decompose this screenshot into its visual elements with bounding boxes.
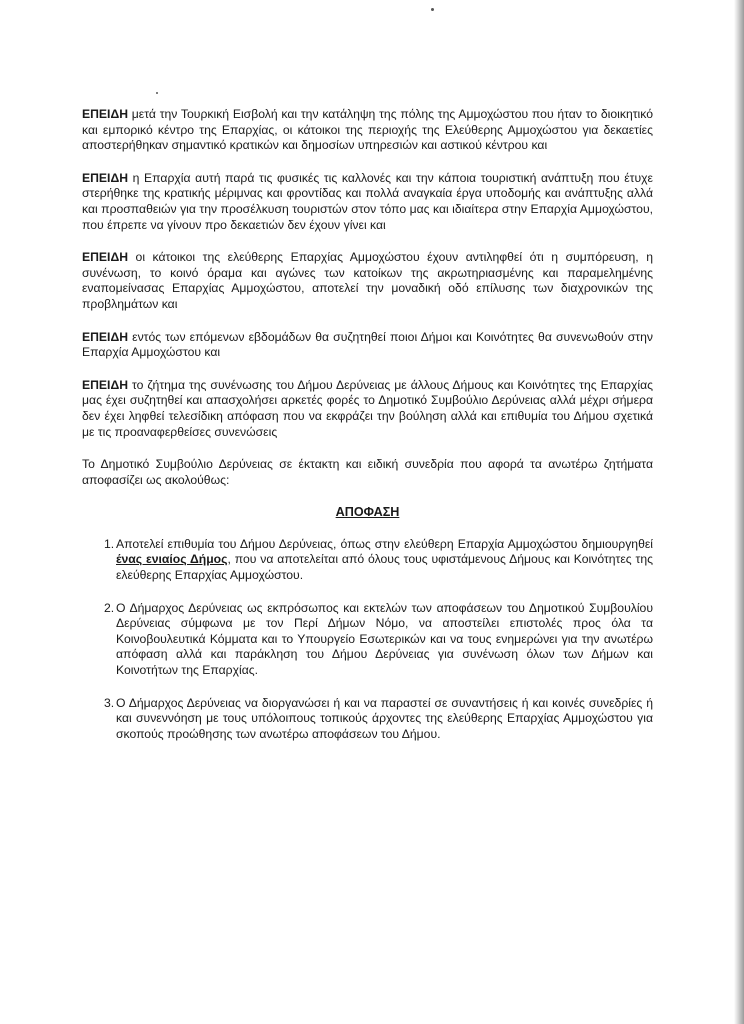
whereas-paragraph bbox=[82, 330, 653, 361]
scan-speck bbox=[156, 92, 158, 94]
decision-number: 2. bbox=[104, 600, 115, 615]
decision-item bbox=[82, 696, 653, 743]
whereas-keyword: ΕΠΕΙΔΗ bbox=[82, 377, 129, 392]
council-resolution-intro: Το Δημοτικό Συμβούλιο Δερύνειας σε έκτακτη και ειδική συνεδρία που αφορά τα ανωτέρω ζητήματα αποφασίζει ως ακολούθως: bbox=[82, 457, 653, 487]
decision-text-end: , που να αποτελείται από όλους τους υφιστάμενους Δήμους και Κοινότητες της ελεύθερης Επαρχίας Αμμοχώστου. bbox=[116, 552, 653, 583]
decision-number: 1. bbox=[104, 536, 115, 551]
document-body bbox=[82, 107, 653, 759]
scan-speck bbox=[431, 8, 434, 11]
whereas-keyword: ΕΠΕΙΔΗ bbox=[82, 170, 129, 185]
whereas-text: το ζήτημα της συνένωσης του Δήμου Δερύνειας με άλλους Δήμους και Κοινότητες της Επαρχίας μας έχει συζητηθεί και απασχολήσει αρκετές φορές το Δημοτικό Συμβούλιο Δερύνειας αλλά μέχρι σήμερα δεν έχει ληφθεί τελεσίδικη απόφαση που να εκφράζει την βούληση αλλά και επιθυμία του Δήμου σχετικά με τις προαναφερθείσες συνενώσεις bbox=[82, 377, 653, 439]
decision-list bbox=[82, 537, 653, 743]
decision-item bbox=[82, 537, 653, 584]
whereas-text: η Επαρχία αυτή παρά τις φυσικές τις καλλονές και την κάποια τουριστική ανάπτυξη που έτυχε στερήθηκε της κρατικής μέριμνας και φροντίδας και πολλά αναγκαία έργα υποδομής και ανάπτυξης αλλά και προσπαθειών για την προσέλκυση τουριστών στον τόπο μας και ιδιαίτερα στην Επαρχία Αμμοχώστου, που έπρεπε να γίνουν προ δεκαετιών δεν έχουν γίνει και bbox=[82, 170, 653, 232]
decision-emphasis: ένας ενιαίος Δήμος bbox=[116, 552, 228, 567]
whereas-text: μετά την Τουρκική Εισβολή και την κατάληψη της πόλης της Αμμοχώστου που ήταν το διοικητικό και εμπορικό κέντρο της Επαρχίας, οι κάτοικοι της περιοχής της Ελεύθερης Αμμοχώστου για δεκαετίες αποστερήθηκαν σημαντικό κρατικών και δημοσίων υπηρεσιών και αστικού κέντρου και bbox=[82, 107, 653, 153]
scan-page-edge bbox=[734, 0, 744, 1024]
whereas-paragraph bbox=[82, 378, 653, 440]
decision-text: Αποτελεί επιθυμία του Δήμου Δερύνειας, όπως στην ελεύθερη Επαρχία Αμμοχώστου δημιουργηθεί bbox=[116, 536, 653, 551]
whereas-keyword: ΕΠΕΙΔΗ bbox=[82, 107, 129, 121]
decision-item bbox=[82, 601, 653, 679]
whereas-text: εντός των επόμενων εβδομάδων θα συζητηθεί ποιοι Δήμοι και Κοινότητες θα συνενωθούν στην Επαρχία Αμμοχώστου και bbox=[82, 329, 653, 360]
whereas-paragraph bbox=[82, 107, 653, 154]
whereas-keyword: ΕΠΕΙΔΗ bbox=[82, 329, 129, 344]
whereas-paragraph bbox=[82, 250, 653, 312]
decision-heading: ΑΠΟΦΑΣΗ bbox=[335, 505, 400, 520]
whereas-paragraph bbox=[82, 171, 653, 233]
decision-number: 3. bbox=[104, 695, 115, 710]
whereas-text: οι κάτοικοι της ελεύθερης Επαρχίας Αμμοχώστου έχουν αντιληφθεί ότι η συμπόρευση, η συνένωση, το κοινό όραμα και αγώνες των κατοίκων της ακρωτηριασμένης και παραμελημένης εναπομείνασας Επαρχίας Αμμοχώστου, αποτελεί την μοναδική οδό επίλυσης των διαχρονικών της προβλημάτων και bbox=[82, 250, 653, 311]
decision-text: Ο Δήμαρχος Δερύνειας να διοργανώσει ή και να παραστεί σε συναντήσεις ή και κοινές συνεδρίες ή και συνεννόηση με τους υπόλοιπους τοπικούς άρχοντες της ελεύθερης Επαρχίας Αμμοχώστου για σκοπούς προώθησης των ανωτέρω αποφάσεων του Δήμου. bbox=[116, 695, 653, 741]
whereas-keyword: ΕΠΕΙΔΗ bbox=[82, 250, 129, 265]
decision-text: Ο Δήμαρχος Δερύνειας ως εκπρόσωπος και εκτελών των αποφάσεων του Δημοτικού Συμβουλίου Δερύνειας σύμφωνα με τον Περί Δήμων Νόμο, να αποστείλει επιστολές προς όλα τα Κοινοβουλευτικά Κόμματα και το Υπουργείο Εσωτερικών και να τους ενημερώνει για την ανωτέρω απόφαση αλλά και παράκληση του Δήμου Δερύνειας για συνένωση όλων των Δήμων και Κοινοτήτων της Επαρχίας. bbox=[116, 600, 653, 678]
